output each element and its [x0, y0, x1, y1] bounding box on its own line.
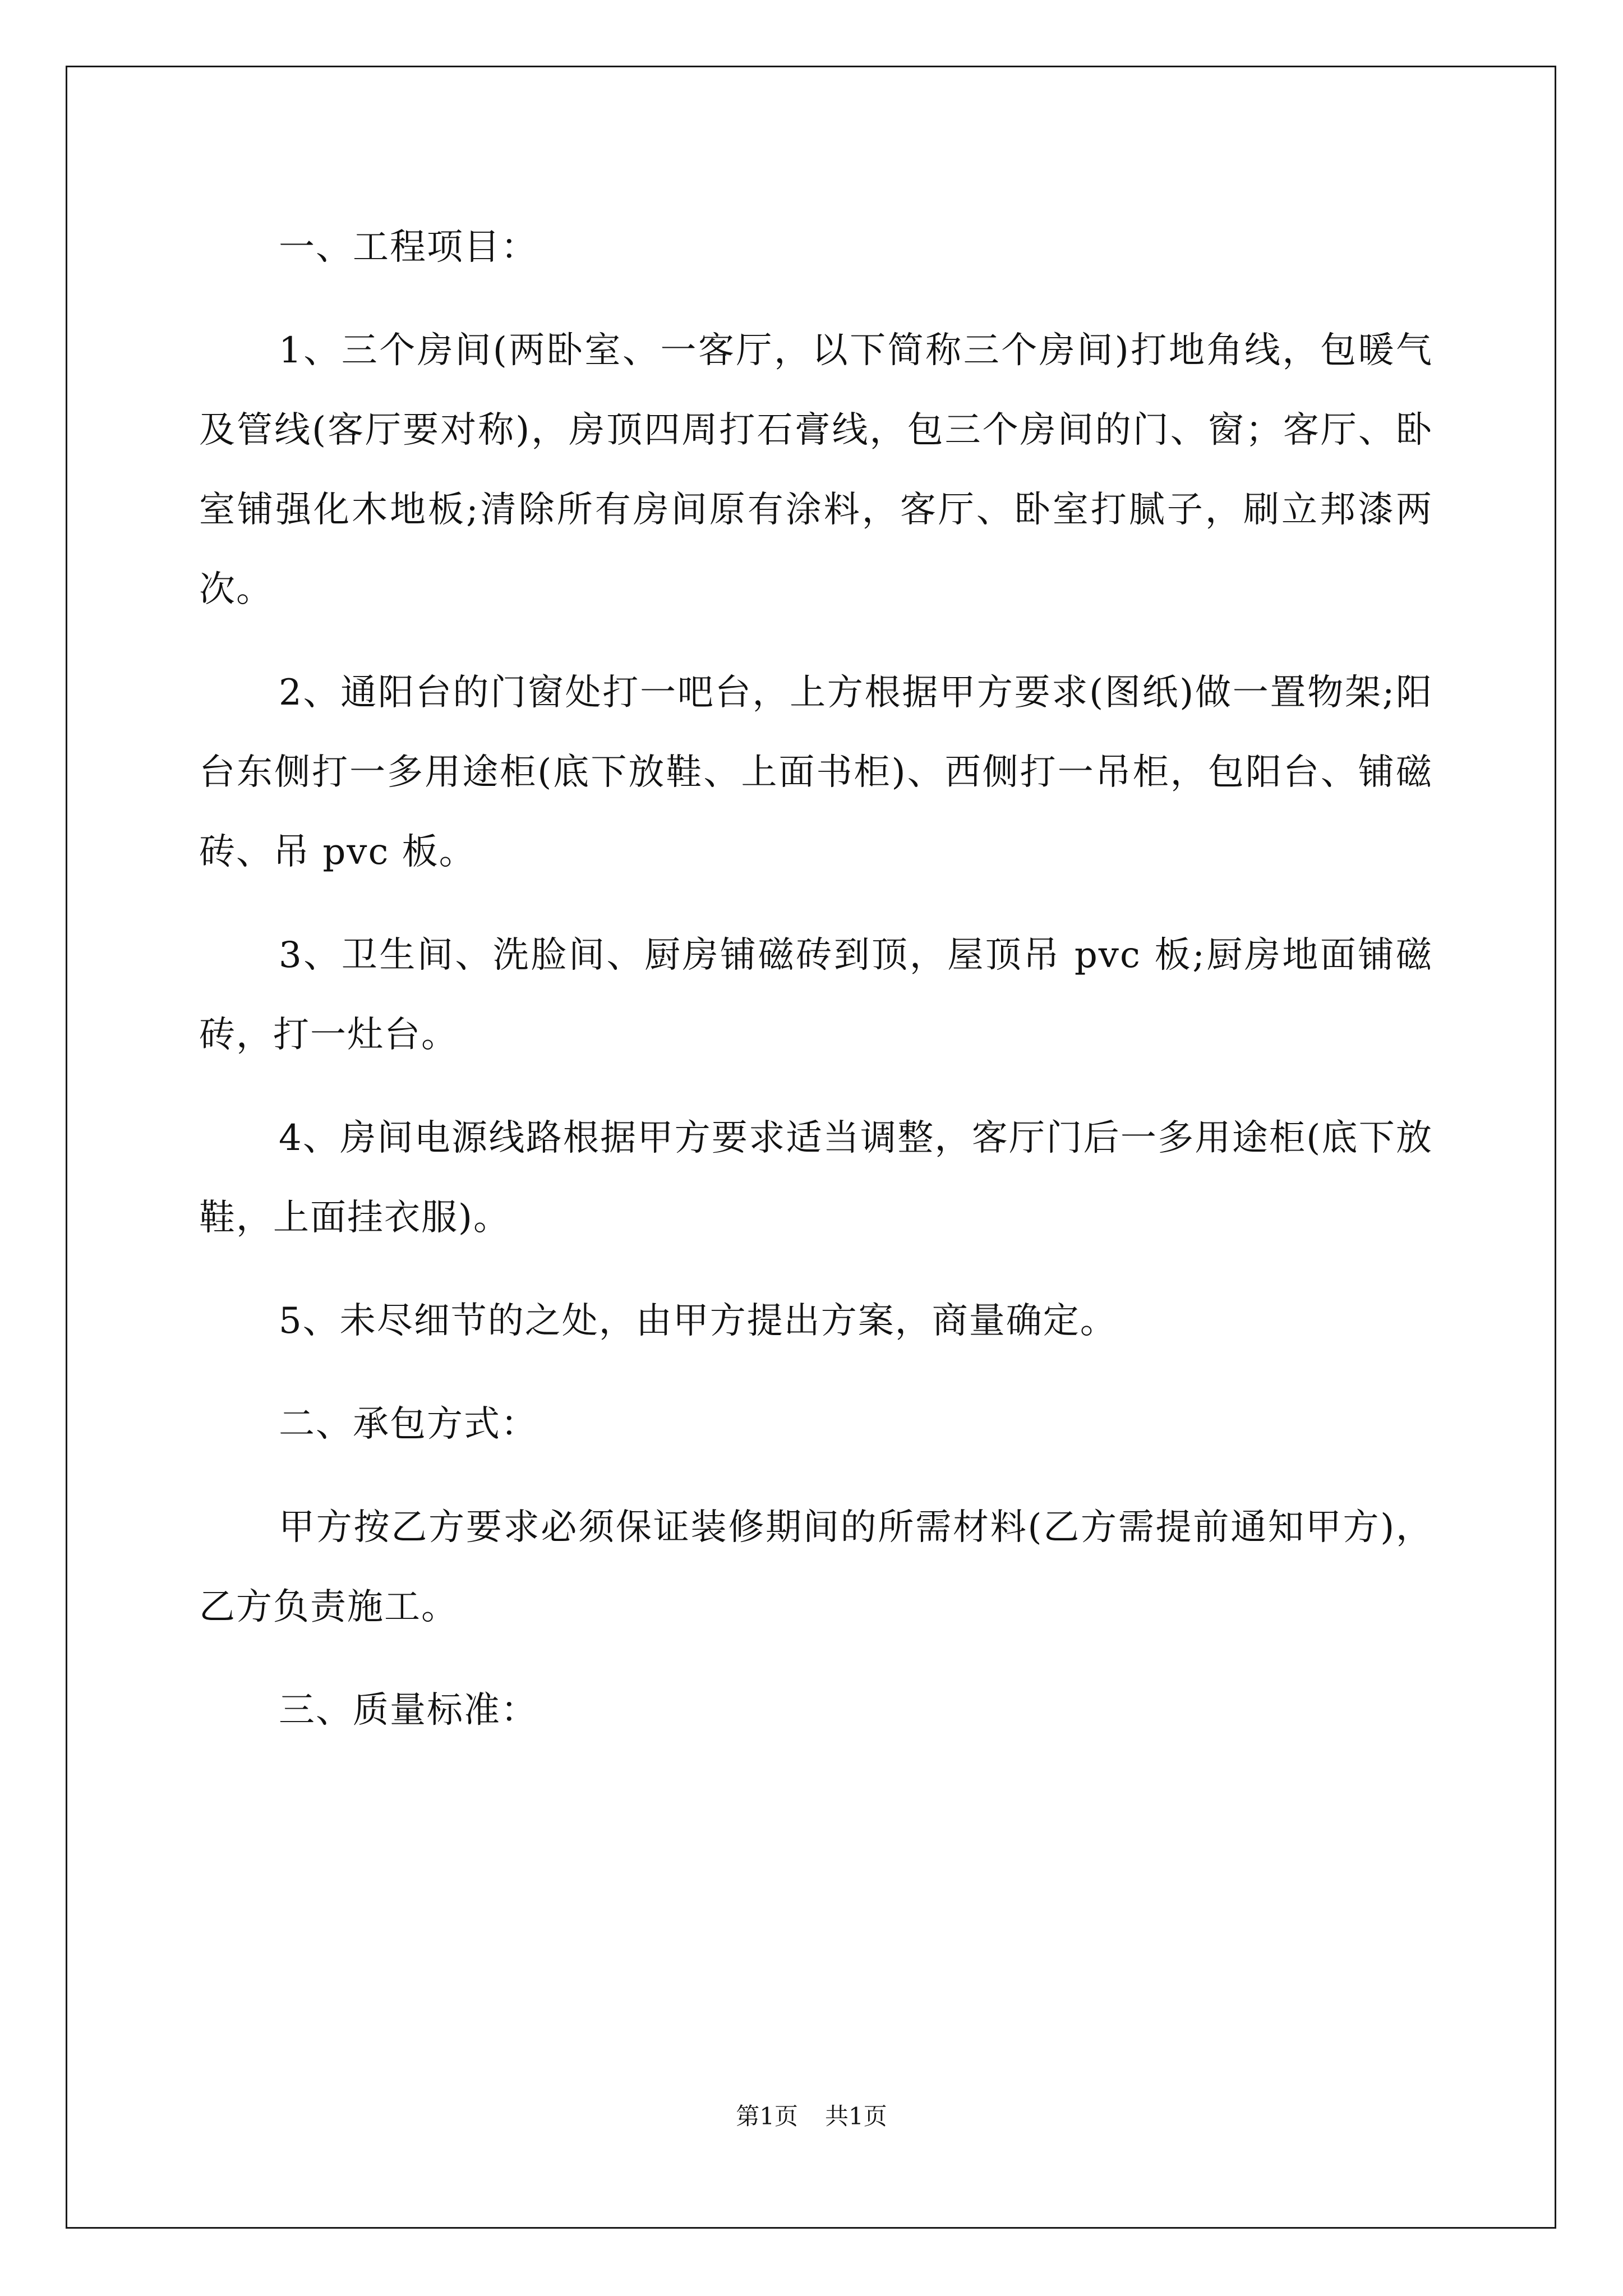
section-heading-2: 二、承包方式：: [279, 1404, 538, 1445]
paragraph: 3、卫生间、洗脸间、厨房铺磁砖到顶，屋顶吊 pvc 板;厨房地面铺磁砖，打一灶台。: [199, 935, 1433, 1056]
paragraph: 2、通阳台的门窗处打一吧台，上方根据甲方要求(图纸)做一置物架;阳台东侧打一多用途柜(底下放鞋、上面书柜)、西侧打一吊柜，包阳台、铺磁砖、吊 pvc 板。: [199, 672, 1433, 873]
paragraph: 1、三个房间(两卧室、一客厅，以下简称三个房间)打地角线，包暖气及管线(客厅要对称)，房顶四周打石膏线，包三个房间的门、窗；客厅、卧室铺强化木地板;清除所有房间原有涂料，客厅、卧室打腻子，刷立邦漆两次。: [199, 330, 1433, 610]
document-body: [199, 208, 1433, 1774]
paragraph: 4、房间电源线路根据甲方要求适当调整，客厅门后一多用途柜(底下放鞋，上面挂衣服)。: [199, 1117, 1433, 1239]
section-heading-1: 一、工程项目：: [279, 227, 538, 268]
paragraph: 5、未尽细节的之处，由甲方提出方案，商量确定。: [279, 1300, 1117, 1342]
section-heading-3: 三、质量标准：: [279, 1690, 538, 1731]
paragraph: 甲方按乙方要求必须保证装修期间的所需材料(乙方需提前通知甲方)，乙方负责施工。: [199, 1507, 1433, 1628]
page-total: 共1页: [825, 2102, 887, 2130]
page-footer: [0, 2098, 1623, 2132]
page-number: 第1页: [736, 2102, 798, 2130]
